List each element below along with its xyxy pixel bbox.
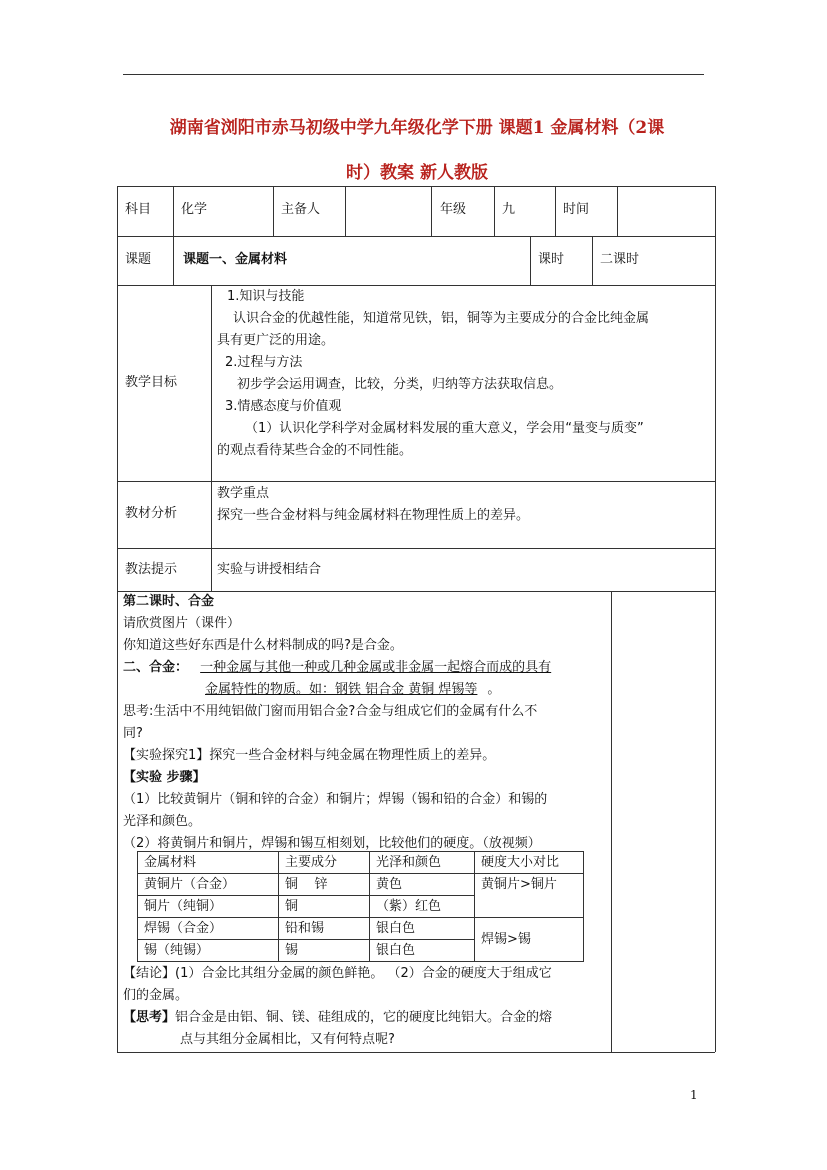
analysis-line: 探究一些合金材料与纯金属材料在物理性质上的差异。 [217,508,530,523]
hardness-cell: 黄铜片>铜片 [475,874,584,918]
topic-value: 课题一、金属材料 [183,252,288,267]
table-header: 主要成分 [279,852,370,874]
analysis-label: 教材分析 [125,506,178,521]
table-cell: 铅和锡 [279,918,370,940]
lesson-line: （2）将黄铜片和铜片，焊锡和锡互相刻划，比较他们的硬度。（放视频） [123,836,541,851]
table-header: 光泽和颜色 [370,852,475,874]
col-separator [173,186,174,285]
think-line-cont: 点与其组分金属相比，又有何特点呢? [180,1032,395,1047]
preparer-label: 主备人 [281,202,321,217]
subject-value: 化学 [181,202,208,217]
table-header-row [138,852,584,874]
lesson-line: 你知道这些好东西是什么材料制成的吗?是合金。 [123,638,403,653]
alloy-def-line: 金属特性的物质。如：钢铁 铝合金 黄铜 焊锡等 [205,682,478,697]
objectives-body [217,286,711,462]
col-separator [431,186,432,236]
table-cell: 银白色 [370,940,475,962]
header-rule [123,74,704,75]
period-value: 二课时 [600,252,640,267]
alloy-def-end: 。 [487,682,501,697]
topic-label: 课题 [125,252,152,267]
steps-heading: 【实验 步骤】 [123,770,206,785]
table-cell: （紫）红色 [370,896,475,918]
lesson-line: 思考:生活中不用纯铝做门窗而用铝合金?合金与组成它们的金属有什么不 [123,704,538,719]
think-line [123,1007,609,1029]
alloy-definition-cont [123,679,609,701]
table-cell: 铜 锌 [279,874,370,896]
objective-line: 具有更广泛的用途。 [217,333,335,348]
objectives-label: 教学目标 [125,375,178,390]
think-label: 【思考】 [123,1010,176,1025]
alloy-label: 二、合金： [123,660,189,675]
method-value: 实验与讲授相结合 [217,562,322,577]
conclusion-line: 们的金属。 [123,988,189,1003]
col-separator [345,186,346,236]
lesson-line: 【实验探究1】探究一些合金材料与纯金属在物理性质上的差异。 [123,748,496,763]
table-cell: 铜 [279,896,370,918]
title-line-2: 时）教案 新人教版 [346,163,488,183]
col-separator [592,236,593,285]
col-separator [494,186,495,236]
objective-line: 认识合金的优越性能，知道常见铁，铝，铜等为主要成分的合金比纯金属 [233,311,650,326]
lesson-body [123,591,609,855]
analysis-line: 教学重点 [217,486,270,501]
col-separator [555,186,556,236]
lesson-heading: 第二课时、合金 [123,594,215,609]
conclusion-line: 【结论】(1）合金比其组分金属的颜色鲜艳。 （2）合金的硬度大于组成它 [123,966,552,981]
page-number: 1 [690,1088,698,1102]
objective-line: 1.知识与技能 [227,289,305,304]
document-title [118,106,716,196]
table-cell: 锡 [279,940,370,962]
table-cell: 锡（纯锡） [138,940,279,962]
lesson-line: 请欣赏图片（课件） [123,616,241,631]
col-separator [211,285,212,591]
grade-label: 年级 [440,202,467,217]
col-separator [617,186,618,236]
lesson-line: 同? [123,726,143,741]
table-cell: 焊锡（合金） [138,918,279,940]
hardness-cell: 焊锡>锡 [475,918,584,962]
table-border-left [117,186,118,1052]
table-cell: 黄铜片（合金） [138,874,279,896]
row-separator [117,236,715,237]
row-separator [117,548,715,549]
lesson-line: （1）比较黄铜片（铜和锌的合金）和铜片；焊锡（锡和铅的合金）和锡的 [123,792,548,807]
col-separator [530,236,531,285]
period-label: 课时 [538,252,565,267]
conclusion-block [123,963,609,1051]
subject-label: 科目 [125,202,152,217]
col-separator [273,186,274,236]
title-line-1: 湖南省浏阳市赤马初级中学九年级化学下册 课题1 金属材料（2课 [169,118,665,138]
table-border-bottom [117,1052,715,1053]
objective-line: 初步学会运用调查，比较，分类，归纳等方法获取信息。 [237,377,563,392]
grade-value: 九 [502,202,516,217]
comparison-table [137,851,584,962]
table-border-right [715,186,716,1052]
table-cell: 铜片（纯铜） [138,896,279,918]
table-cell: 银白色 [370,918,475,940]
table-row [138,874,584,896]
alloy-definition [123,657,609,679]
time-label: 时间 [563,202,590,217]
method-label: 教法提示 [125,562,178,577]
table-cell: 黄色 [370,874,475,896]
table-row [138,918,584,940]
think-text: 铝合金是由铝、铜、镁、硅组成的，它的硬度比纯铝大。合金的熔 [175,1010,553,1025]
table-header: 硬度大小对比 [475,852,584,874]
objective-line: 3.情感态度与价值观 [225,399,342,414]
objective-line: （1）认识化学科学对金属材料发展的重大意义，学会用“量变与质变” [245,421,644,436]
alloy-def-line: 一种金属与其他一种或几种金属或非金属一起熔合而成的具有 [200,660,552,675]
objective-line: 的观点看待某些合金的不同性能。 [217,443,413,458]
analysis-body [217,483,529,527]
table-border-top [117,186,715,187]
lesson-line: 光泽和颜色。 [123,814,202,829]
objective-line: 2.过程与方法 [225,355,303,370]
col-separator [611,591,612,1052]
table-header: 金属材料 [138,852,279,874]
row-separator [117,481,715,482]
